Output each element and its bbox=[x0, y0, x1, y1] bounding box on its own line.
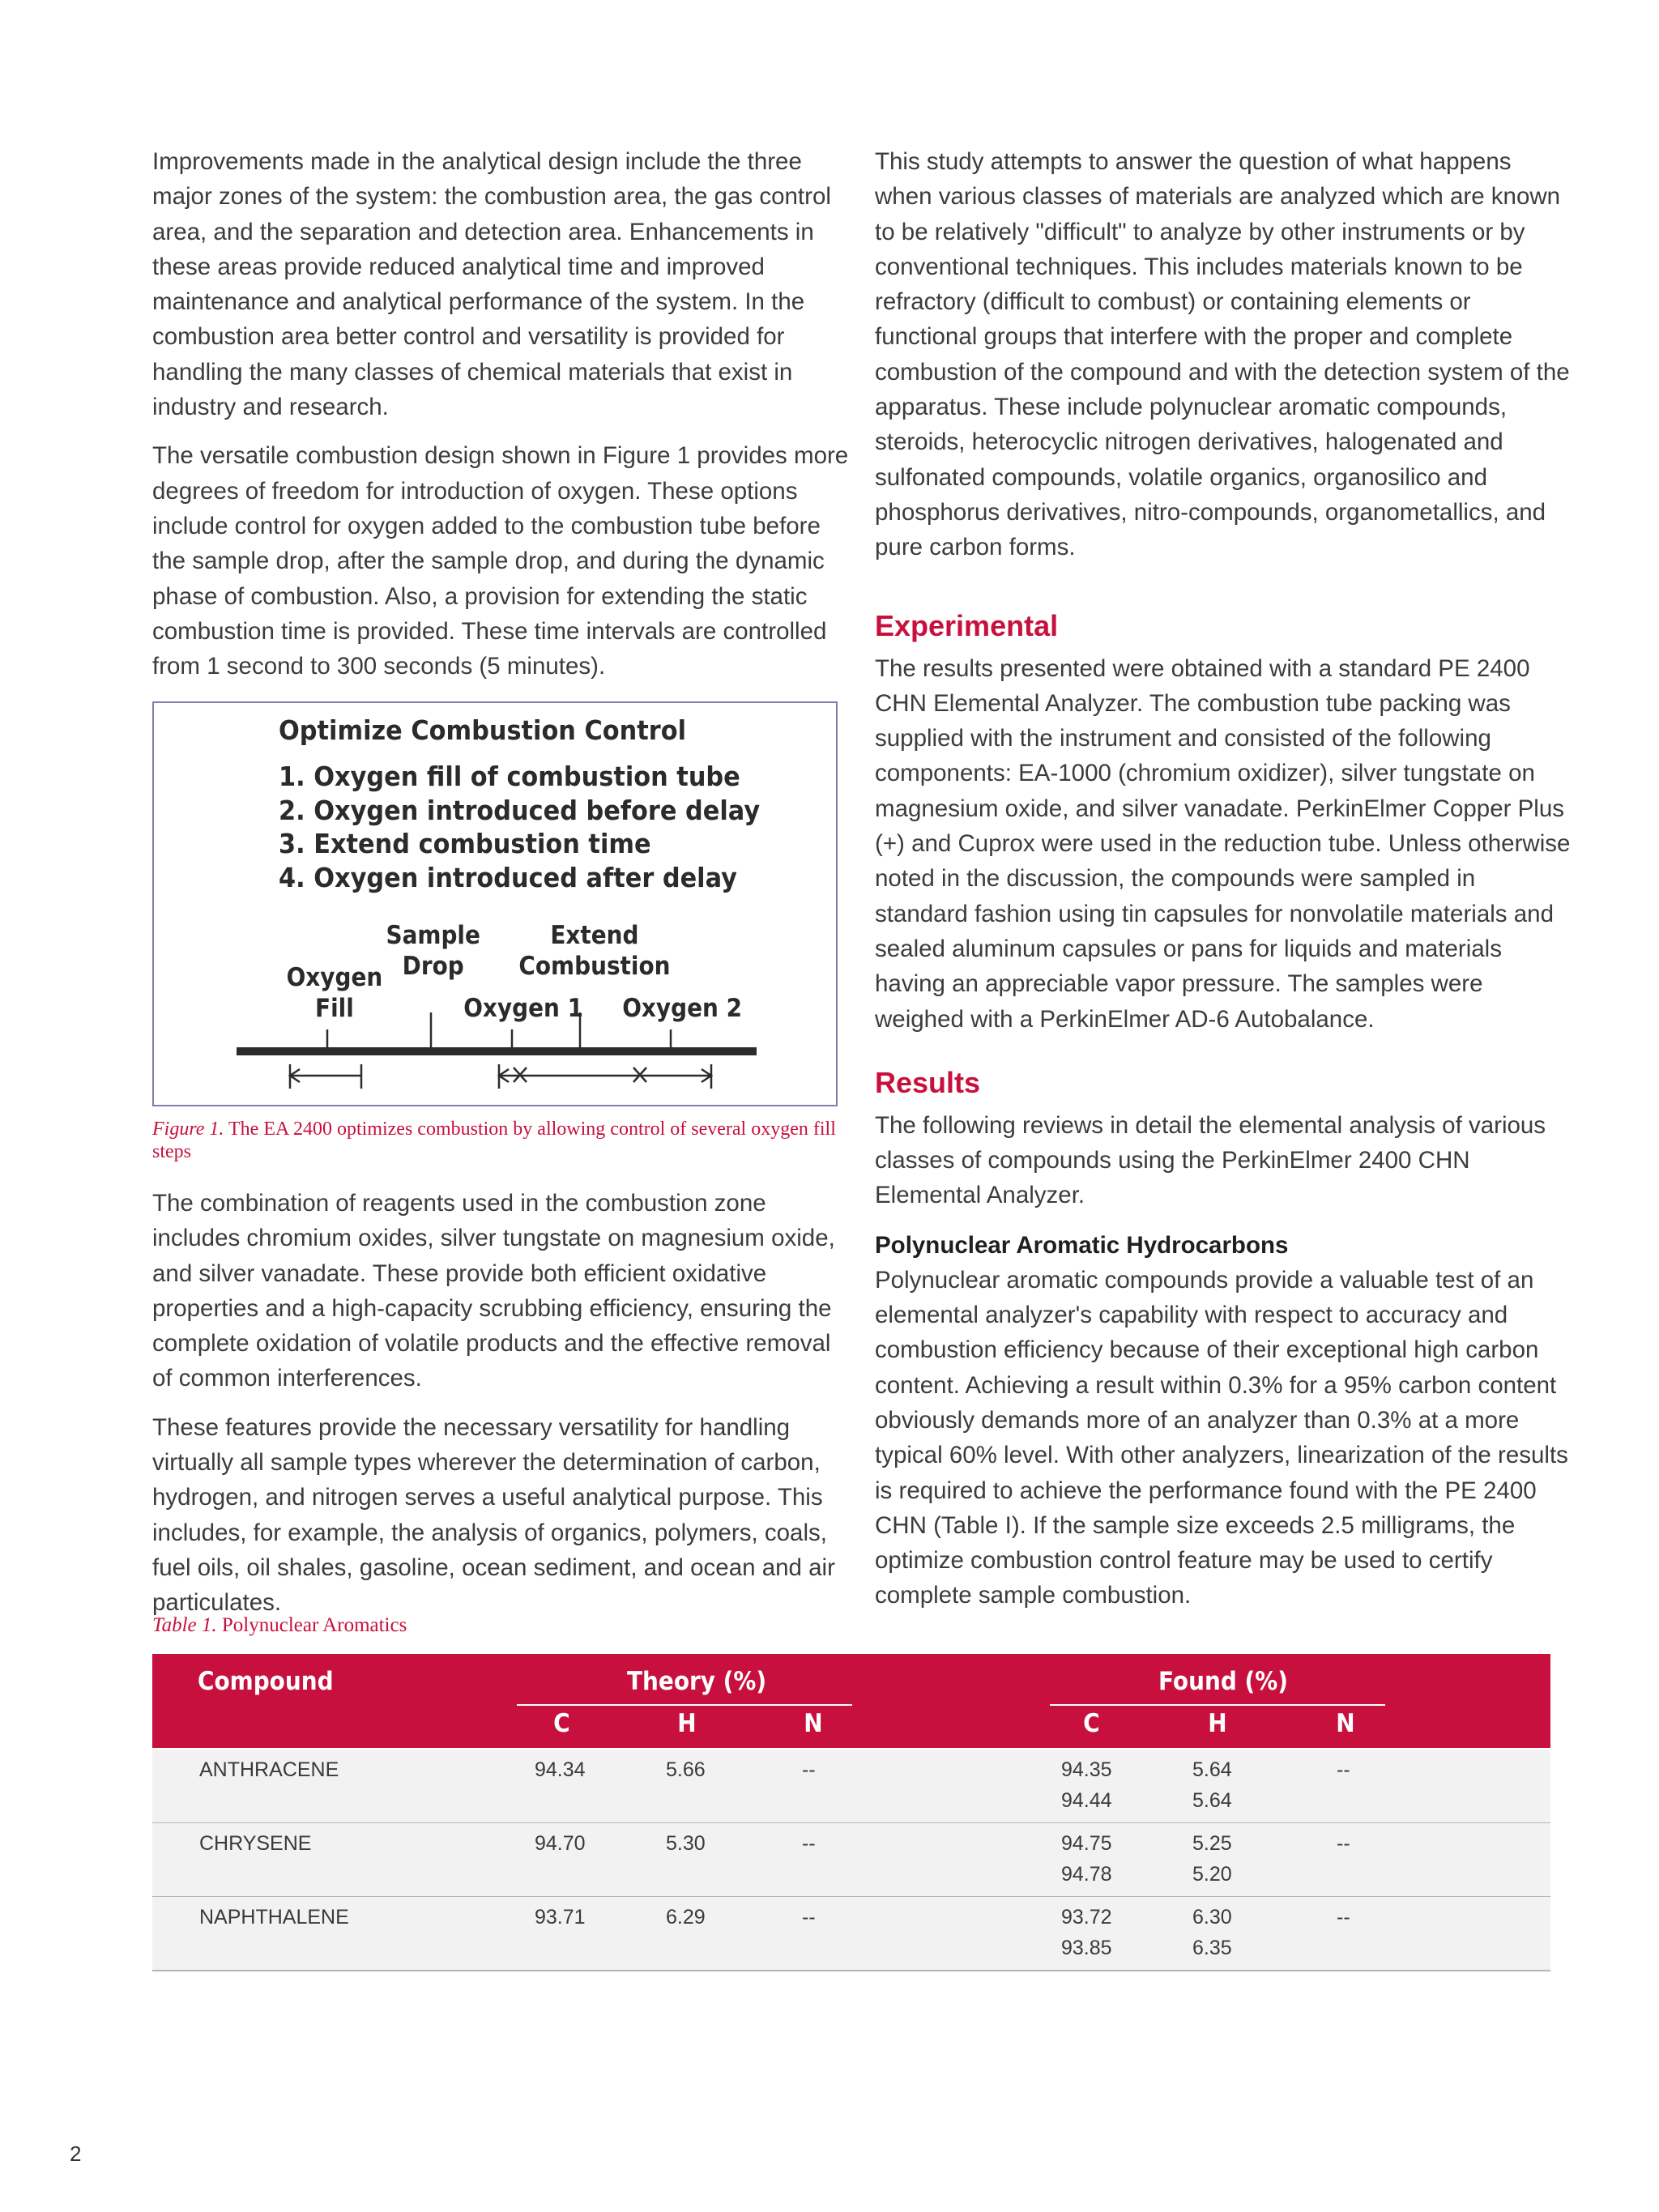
left-column bbox=[152, 144, 851, 697]
paragraph-study-intro: This study attempts to answer the question of what happens when various classes of materials are analyzed which are known to be relatively "difficult" to analyze by other instruments or by conventional techniques. This includes materials known to be refractory (difficult to combust) or containing elements or functional groups that interfere with the proper and complete combustion of the compound and with the detection system of the apparatus. These include polynuclear aromatic compounds, steroids, heterocyclic nitrogen derivatives, halogenated and sulfonated compounds, volatile organics, organosilico and phosphorus derivatives, nitro-compounds, organometallics, and pure carbon forms. bbox=[875, 148, 1570, 561]
figure-1 bbox=[152, 701, 838, 1106]
paragraph-reagents: The combination of reagents used in the combustion zone includes chromium oxides, silver tungstate on magnesium oxide, and silver vanadate. These provide both efficient oxidative properties and a high-capacity scrubbing efficiency, ensuring the complete oxidation of volatile products and the effective removal of common interferences. bbox=[152, 1190, 835, 1392]
heading-experimental: Experimental bbox=[875, 608, 1059, 642]
paragraph-experimental: The results presented were obtained with a standard PE 2400 CHN Elemental Analyzer. The combustion tube packing was supplied with the instrument and consisted of the following components: EA-1000 (chromium oxidizer), silver tungstate on magnesium oxide, and silver vanadate. PerkinElmer Copper Plus (+) and Cuprox were used in the reduction tube. Unless otherwise noted in the discussion, the compounds were sampled in standard fashion using tin capsules for nonvolatile materials and sealed aluminum capsules or pans for liquids and materials having an appreciable vapor pressure. The samples were weighed with a PerkinElmer AD-6 Autobalance. bbox=[875, 654, 1571, 1033]
cell-found-h: 6.30 6.35 bbox=[1192, 1906, 1232, 1959]
paragraph-results: The following reviews in detail the elemental analysis of various classes of compounds using the PerkinElmer 2400 CHN Elemental Analyzer. bbox=[875, 1111, 1546, 1209]
table-row bbox=[152, 1897, 1550, 1971]
label-sample-drop: Sample Drop bbox=[386, 921, 480, 981]
cell-theory-n: -- bbox=[802, 1832, 816, 1855]
cell-theory-c: 94.34 bbox=[535, 1758, 586, 1781]
paragraph-combustion-design: The versatile combustion design shown in Figure 1 provides more degrees of freedom for introduction of oxygen. These options include control for oxygen added to the combustion tube before the sample drop, after the sample drop, and during the dynamic phase of combustion. Also, a provision for extending the static combustion time is provided. These time intervals are controlled from 1 second to 300 seconds (5 minutes). bbox=[152, 442, 849, 680]
label-extend-combustion: Extend Combustion bbox=[518, 921, 671, 981]
right-column bbox=[875, 144, 1572, 1627]
cell-theory-h: 6.29 bbox=[666, 1906, 706, 1929]
page-number: 2 bbox=[70, 2142, 82, 2166]
left-column-lower bbox=[152, 1186, 851, 1634]
cell-theory-h: 5.66 bbox=[666, 1758, 706, 1781]
paragraph-pah: Polynuclear aromatic compounds provide a valuable test of an elemental analyzer's capability with respect to accuracy and combustion efficiency because of their exceptional high carbon content. Achieving a result within 0.3% for a 95% carbon content obviously demands more of an analyzer than 0.3% at a more typical 60% level. With other analyzers, linearization of the results is required to achieve the performance found with the PE 2400 CHN (Table I). If the sample size exceeds 2.5 milligrams, the optimize combustion control feature may be used to certify complete sample combustion. bbox=[875, 1266, 1568, 1609]
table-caption-label: Table 1. bbox=[152, 1614, 217, 1636]
label-oxygen-1: Oxygen 1 bbox=[463, 994, 583, 1023]
figure-caption-label: Figure 1. bbox=[152, 1119, 224, 1140]
label-oxygen-fill: Oxygen Fill bbox=[286, 963, 383, 1023]
cell-found-c: 93.72 93.85 bbox=[1061, 1906, 1112, 1959]
figure-title: Optimize Combustion Control bbox=[279, 714, 686, 746]
heading-results: Results bbox=[875, 1065, 981, 1099]
cell-found-c: 94.35 94.44 bbox=[1061, 1758, 1112, 1812]
heading-pah: Polynuclear Aromatic Hydrocarbons bbox=[875, 1231, 1289, 1259]
cell-compound: ANTHRACENE bbox=[199, 1758, 339, 1781]
header-theory-c: C bbox=[553, 1709, 570, 1738]
figure-step: 3. Extend combustion time bbox=[279, 828, 651, 859]
paragraph-design-improvements: Improvements made in the analytical design include the three major zones of the system: the combustion area, the gas control area, and the separation and detection area. Enhancements in these areas provide reduced analytical time and improved maintenance and analytical performance of the system. In the combustion area better control and versatility is provided for handling the many classes of chemical materials that exist in industry and research. bbox=[152, 148, 831, 421]
cell-found-h: 5.64 5.64 bbox=[1192, 1758, 1232, 1812]
header-found: Found (%) bbox=[1158, 1667, 1288, 1696]
table-header bbox=[152, 1654, 1550, 1748]
cell-theory-n: -- bbox=[802, 1906, 816, 1929]
figure-step: 4. Oxygen introduced after delay bbox=[279, 861, 737, 893]
figure-caption bbox=[152, 1118, 849, 1163]
cell-compound: CHRYSENE bbox=[199, 1832, 312, 1855]
label-oxygen-2: Oxygen 2 bbox=[622, 994, 742, 1023]
cell-found-c: 94.75 94.78 bbox=[1061, 1832, 1112, 1886]
table-row bbox=[152, 1750, 1550, 1824]
figure-step: 2. Oxygen introduced before delay bbox=[279, 794, 761, 826]
figure-caption-text: The EA 2400 optimizes combustion by allowing control of several oxygen fill steps bbox=[152, 1119, 836, 1162]
header-theory-h: H bbox=[677, 1709, 697, 1738]
cell-theory-c: 93.71 bbox=[535, 1906, 586, 1929]
table-row bbox=[152, 1823, 1550, 1898]
found-underline bbox=[1050, 1704, 1385, 1706]
cell-compound: NAPHTHALENE bbox=[199, 1906, 349, 1929]
header-found-n: N bbox=[1336, 1709, 1355, 1738]
cell-found-n: -- bbox=[1337, 1906, 1350, 1929]
cell-found-n: -- bbox=[1337, 1758, 1350, 1781]
header-theory: Theory (%) bbox=[627, 1667, 767, 1696]
header-found-h: H bbox=[1208, 1709, 1227, 1738]
header-compound: Compound bbox=[198, 1667, 334, 1696]
cell-found-h: 5.25 5.20 bbox=[1192, 1832, 1232, 1886]
paragraph-versatility: These features provide the necessary versatility for handling virtually all sample types wherever the determination of carbon, hydrogen, and nitrogen serves a useful analytical purpose. This includes, for example, the analysis of organics, polymers, coals, fuel oils, oil shales, gasoline, ocean sediment, and ocean and air particulates. bbox=[152, 1413, 835, 1617]
cell-theory-n: -- bbox=[802, 1758, 816, 1781]
table-caption bbox=[152, 1614, 407, 1637]
header-found-c: C bbox=[1083, 1709, 1100, 1738]
table-caption-text: Polynuclear Aromatics bbox=[216, 1614, 407, 1636]
theory-underline bbox=[517, 1704, 852, 1706]
cell-theory-c: 94.70 bbox=[535, 1832, 586, 1855]
figure-step: 1. Oxygen fill of combustion tube bbox=[279, 761, 740, 792]
header-theory-n: N bbox=[804, 1709, 823, 1738]
cell-theory-h: 5.30 bbox=[666, 1832, 706, 1855]
cell-found-n: -- bbox=[1337, 1832, 1350, 1855]
timeline-diagram bbox=[152, 701, 838, 1106]
